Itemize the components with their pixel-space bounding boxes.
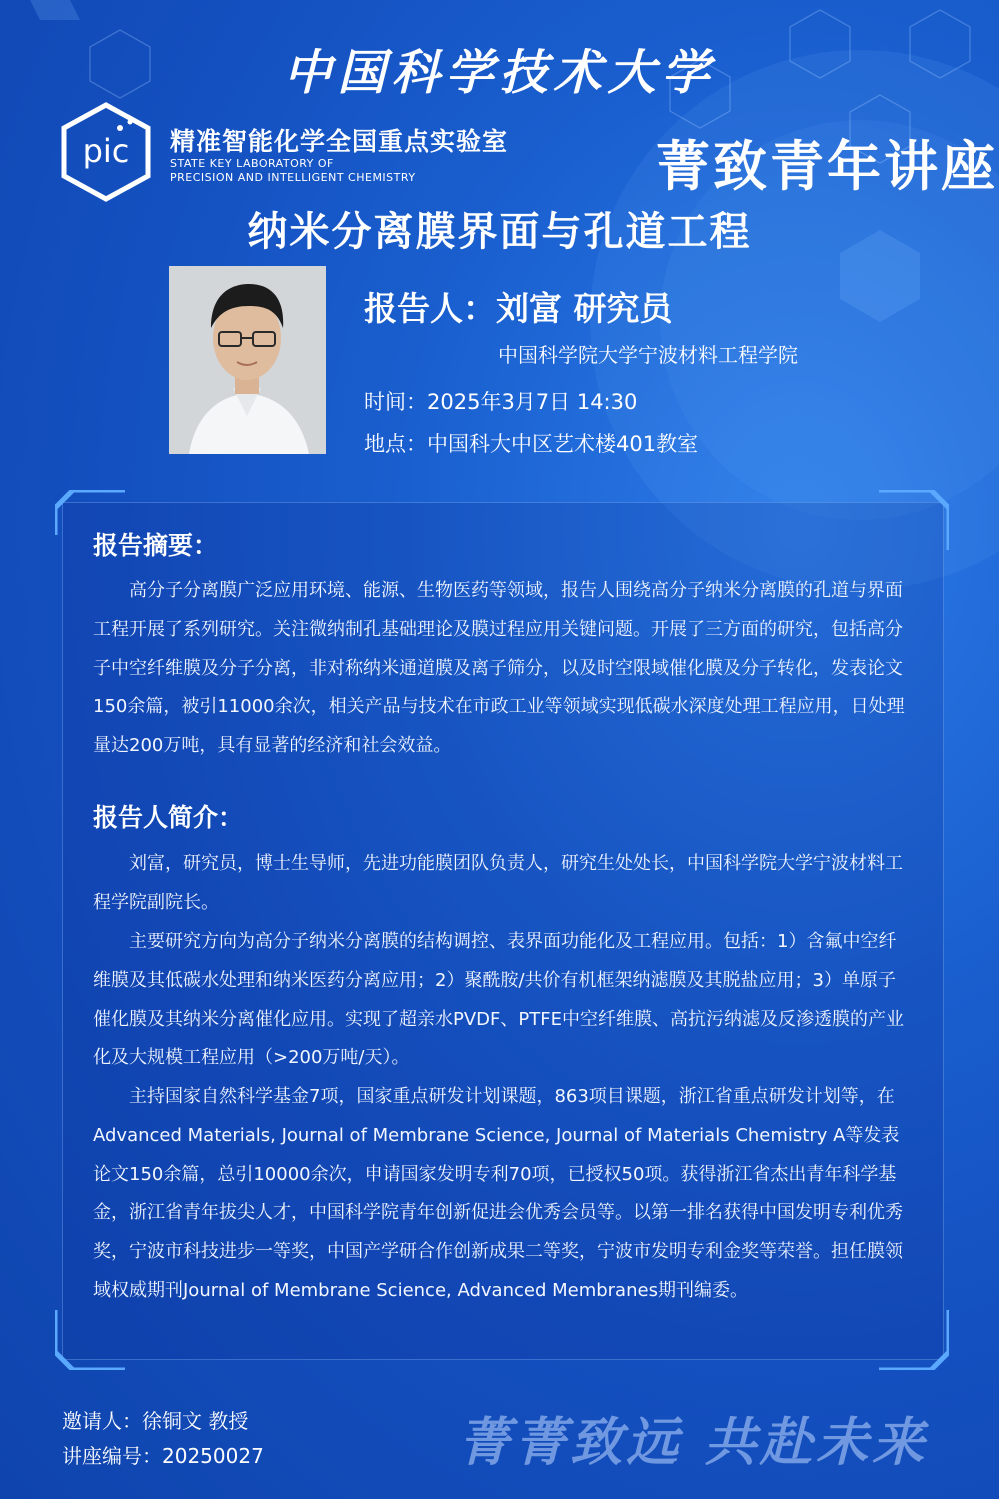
lab-name-en-line2: PRECISION AND INTELLIGENT CHEMISTRY	[170, 171, 416, 184]
lab-logo-icon	[58, 102, 154, 202]
bio-heading: 报告人简介：	[93, 803, 244, 832]
lab-name-en-line1: STATE KEY LABORATORY OF	[170, 157, 334, 170]
inviter: 邀请人：徐铜文 教授	[62, 1409, 249, 1433]
speaker-photo	[169, 266, 326, 454]
slogan: 菁菁致远 共赴未来	[458, 1412, 929, 1473]
lecture-time: 时间：2025年3月7日 14:30	[364, 390, 638, 414]
bio-paragraph-3: 主持国家自然科学基金7项，国家重点研发计划课题，863项目课题，浙江省重点研发计划等，在Advanced Materials, Journal of Membrane Science, Journal of Materials Chemistry A等发表论文150余篇，总引10000余次，申请国家发明专利70项，已授权50项。获得浙江省杰出青年科学基金，浙江省青年拔尖人才，中国科学院青年创新促进会优秀会员等。以第一排名获得中国发明专利优秀奖，宁波市科技进步一等奖，中国产学研合作创新成果二等奖，宁波市发明专利金奖等荣誉。担任膜领域权威期刊Journal of Membrane Science, Advanced Membranes期刊编委。	[93, 1086, 903, 1301]
lecture-series-title: 菁致青年讲座	[656, 135, 998, 198]
logo-text: pic	[82, 132, 130, 170]
university-name: 中国科学技术大学	[283, 45, 716, 101]
lecture-code: 讲座编号：20250027	[62, 1444, 264, 1468]
speaker-name: 报告人：刘富 研究员	[364, 289, 673, 328]
bio-paragraph-2: 主要研究方向为高分子纳米分离膜的结构调控、表界面功能化及工程应用。包括：1）含氟中空纤维膜及其低碳水处理和纳米医药分离应用；2）聚酰胺/共价有机框架纳滤膜及其脱盐应用；3）单原子催化膜及其纳米分离催化应用。实现了超亲水PVDF、PTFE中空纤维膜、高抗污纳滤及反渗透膜的产业化及大规模工程应用（>200万吨/天）。	[93, 931, 904, 1069]
lecture-place: 地点：中国科大中区艺术楼401教室	[364, 432, 699, 456]
speaker-affiliation: 中国科学院大学宁波材料工程学院	[498, 343, 798, 367]
talk-title: 纳米分离膜界面与孔道工程	[247, 209, 752, 255]
bio-paragraph-1: 刘富，研究员，博士生导师，先进功能膜团队负责人，研究生处处长，中国科学院大学宁波材料工程学院副院长。	[93, 853, 903, 913]
abstract-text: 高分子分离膜广泛应用环境、能源、生物医药等领域，报告人围绕高分子纳米分离膜的孔道与界面工程开展了系列研究。关注微纳制孔基础理论及膜过程应用关键问题。开展了三方面的研究，包括高分子中空纤维膜及分子分离，非对称纳米通道膜及离子筛分，以及时空限域催化膜及分子转化，发表论文150余篇，被引11000余次，相关产品与技术在市政工业等领域实现低碳水深度处理工程应用，日处理量达200万吨，具有显著的经济和社会效益。	[93, 580, 905, 757]
abstract-heading: 报告摘要：	[93, 531, 219, 560]
lab-name-cn: 精准智能化学全国重点实验室	[170, 127, 509, 156]
